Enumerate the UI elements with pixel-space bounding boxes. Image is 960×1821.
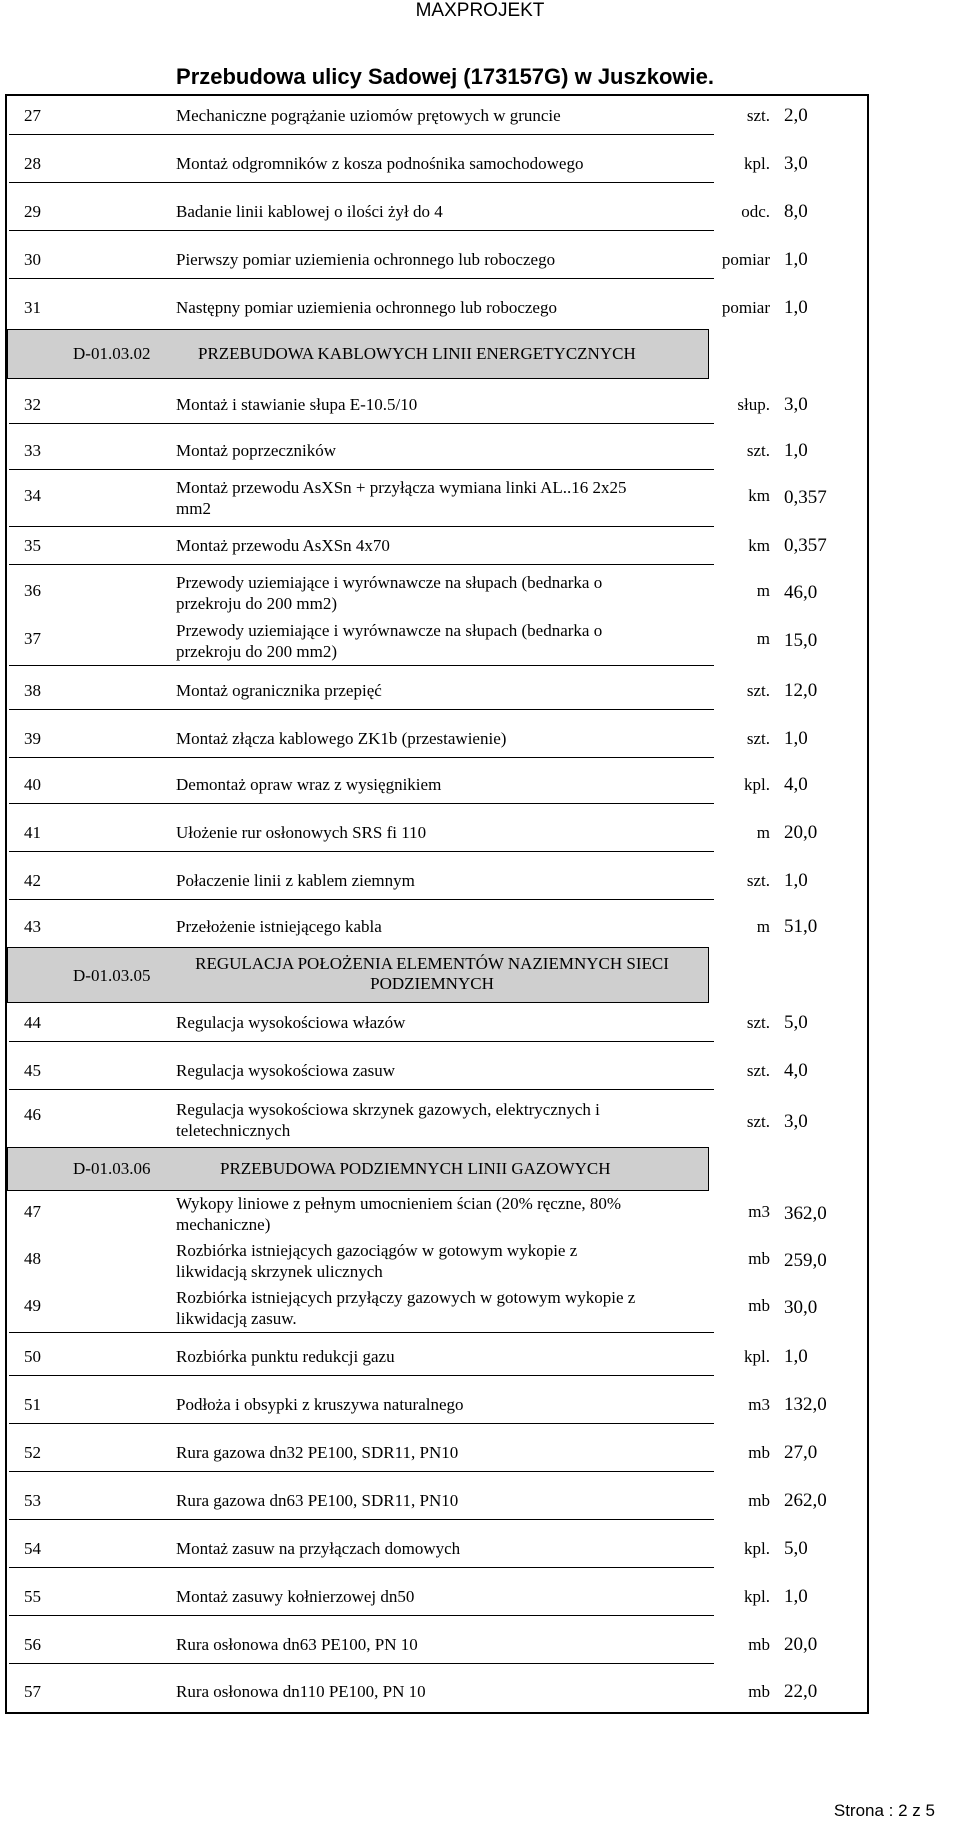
- row-quantity: 0,357: [784, 535, 827, 556]
- table-row: [9, 295, 867, 323]
- row-number: 36: [24, 581, 41, 600]
- row-unit: m: [756, 823, 770, 842]
- row-number: 49: [24, 1296, 41, 1315]
- row-quantity: 3,0: [784, 1111, 808, 1132]
- row-quantity: 4,0: [784, 1060, 808, 1081]
- row-underline: [9, 1471, 714, 1472]
- section-name: PRZEBUDOWA KABLOWYCH LINII ENERGETYCZNYCH: [198, 344, 636, 363]
- row-number: 29: [24, 202, 41, 221]
- table-row: [9, 620, 867, 662]
- row-number: 51: [24, 1395, 41, 1414]
- row-description: [176, 1193, 621, 1235]
- row-quantity: 5,0: [784, 1012, 808, 1033]
- table-row: [9, 1679, 867, 1707]
- row-description: Montaż przewodu AsXSn 4x70: [176, 536, 390, 555]
- row-number: 28: [24, 154, 41, 173]
- table-row: [9, 103, 867, 131]
- row-underline: [9, 1423, 714, 1424]
- row-number: 57: [24, 1682, 41, 1701]
- row-number: 39: [24, 729, 41, 748]
- row-unit: odc.: [741, 202, 770, 221]
- table-row: [9, 1632, 867, 1660]
- row-description-line-1: Rozbiórka istniejących przyłączy gazowych w gotowym wykopie z: [176, 1288, 636, 1307]
- row-number: 34: [24, 486, 41, 505]
- table-row: [9, 678, 867, 706]
- row-description: Pierwszy pomiar uziemienia ochronnego lub roboczego: [176, 250, 556, 269]
- row-description-line-1: Przewody uziemiające i wyrównawcze na słupach (bednarka o: [176, 621, 603, 640]
- section-code: D-01.03.06: [73, 1159, 151, 1178]
- row-number: 56: [24, 1635, 41, 1654]
- row-quantity: 262,0: [784, 1490, 827, 1511]
- table-row: [9, 392, 867, 420]
- row-description-line-1: Regulacja wysokościowa skrzynek gazowych, elektrycznych i: [176, 1100, 600, 1119]
- table-row: [9, 914, 867, 942]
- row-underline: [9, 899, 714, 900]
- row-unit: pomiar: [721, 250, 770, 269]
- row-number: 27: [24, 106, 41, 125]
- row-description: Montaż i stawianie słupa E-10.5/10: [176, 395, 418, 414]
- table-row: [9, 477, 867, 523]
- section-code: D-01.03.05: [73, 966, 151, 985]
- row-underline: [9, 230, 714, 231]
- section-name-line-1: REGULACJA POŁOŻENIA ELEMENTÓW NAZIEMNYCH SIECI: [195, 954, 669, 973]
- row-description: Montaż zasuwy kołnierzowej dn50: [176, 1587, 415, 1606]
- row-underline: [9, 1332, 714, 1333]
- row-quantity: 0,357: [784, 487, 827, 508]
- table-row: [9, 1010, 867, 1038]
- row-underline: [9, 709, 714, 710]
- table-row: [9, 726, 867, 754]
- row-number: 55: [24, 1587, 41, 1606]
- row-quantity: 51,0: [784, 916, 818, 937]
- row-description-line-2: przekroju do 200 mm2): [176, 642, 337, 661]
- table-row: [9, 533, 867, 561]
- row-unit: szt.: [746, 1061, 770, 1080]
- row-unit: kpl.: [744, 775, 770, 794]
- row-unit: km: [748, 486, 770, 505]
- row-number: 45: [24, 1061, 41, 1080]
- row-quantity: 3,0: [784, 153, 808, 174]
- row-quantity: 132,0: [784, 1394, 827, 1415]
- row-description: [176, 1099, 600, 1141]
- row-underline: [9, 134, 714, 135]
- row-quantity: 12,0: [784, 680, 818, 701]
- row-description: [176, 620, 602, 662]
- row-unit: mb: [748, 1491, 770, 1510]
- row-unit: m: [756, 629, 770, 648]
- row-underline: [9, 278, 714, 279]
- row-quantity: 27,0: [784, 1442, 818, 1463]
- row-description: Rura osłonowa dn63 PE100, PN 10: [176, 1635, 418, 1654]
- row-description-line-2: likwidacją skrzynek ulicznych: [176, 1262, 383, 1281]
- row-unit: szt.: [746, 729, 770, 748]
- row-number: 42: [24, 871, 41, 890]
- row-unit: km: [748, 536, 770, 555]
- row-underline: [9, 757, 714, 758]
- row-description: Montaż poprzeczników: [176, 441, 337, 460]
- page-number: Strona : 2 z 5: [833, 1801, 935, 1820]
- row-description-line-2: mm2: [176, 499, 211, 518]
- table-row: [9, 1392, 867, 1420]
- row-number: 37: [24, 629, 41, 648]
- row-unit: słup.: [737, 395, 770, 414]
- row-quantity: 1,0: [784, 1586, 808, 1607]
- row-description-line-2: teletechnicznych: [176, 1121, 291, 1140]
- company-name: MAXPROJEKT: [415, 0, 545, 21]
- row-description: Rura osłonowa dn110 PE100, PN 10: [176, 1682, 426, 1701]
- row-quantity: 15,0: [784, 630, 818, 651]
- row-quantity: 30,0: [784, 1297, 818, 1318]
- row-description-line-2: likwidacją zasuw.: [176, 1309, 297, 1328]
- table-row: [9, 820, 867, 848]
- row-underline: [9, 564, 714, 565]
- row-number: 48: [24, 1249, 41, 1268]
- row-underline: [9, 1615, 714, 1616]
- row-unit: mb: [748, 1296, 770, 1315]
- row-number: 31: [24, 298, 41, 317]
- row-description: [176, 477, 627, 519]
- row-quantity: 1,0: [784, 728, 808, 749]
- row-quantity: 1,0: [784, 297, 808, 318]
- row-unit: m: [756, 917, 770, 936]
- row-quantity: 4,0: [784, 774, 808, 795]
- row-quantity: 20,0: [784, 822, 818, 843]
- row-unit: pomiar: [721, 298, 770, 317]
- table-row: [9, 1058, 867, 1086]
- row-underline: [9, 469, 714, 470]
- row-unit: szt.: [746, 871, 770, 890]
- section-code: D-01.03.02: [73, 344, 151, 363]
- row-number: 50: [24, 1347, 41, 1366]
- row-number: 43: [24, 917, 41, 936]
- row-unit: kpl.: [744, 1539, 770, 1558]
- row-quantity: 1,0: [784, 440, 808, 461]
- row-number: 44: [24, 1013, 41, 1032]
- row-description: Następny pomiar uziemienia ochronnego lub roboczego: [176, 298, 557, 317]
- table-row: [9, 1440, 867, 1468]
- row-unit: m: [756, 581, 770, 600]
- row-quantity: 20,0: [784, 1634, 818, 1655]
- section-name: PRZEBUDOWA PODZIEMNYCH LINII GAZOWYCH: [220, 1159, 611, 1178]
- table-row: [9, 772, 867, 800]
- row-quantity: 8,0: [784, 201, 808, 222]
- row-number: 33: [24, 441, 41, 460]
- row-underline: [9, 1663, 714, 1664]
- row-number: 54: [24, 1539, 41, 1558]
- row-underline: [9, 851, 714, 852]
- table-row: [9, 247, 867, 275]
- table-row: [9, 1584, 867, 1612]
- table-row: [9, 1099, 867, 1141]
- row-number: 40: [24, 775, 41, 794]
- row-unit: szt.: [746, 1112, 770, 1131]
- row-description: Przełożenie istniejącego kabla: [176, 917, 382, 936]
- row-quantity: 259,0: [784, 1250, 827, 1271]
- row-number: 52: [24, 1443, 41, 1462]
- row-description-line-1: Rozbiórka istniejących gazociągów w gotowym wykopie z: [176, 1241, 578, 1260]
- row-description: Badanie linii kablowej o ilości żył do 4: [176, 202, 443, 221]
- row-description: Regulacja wysokościowa włazów: [176, 1013, 406, 1032]
- row-quantity: 1,0: [784, 1346, 808, 1367]
- section-header: [7, 1147, 709, 1191]
- table-row: [9, 1488, 867, 1516]
- row-description: Demontaż opraw wraz z wysięgnikiem: [176, 775, 442, 794]
- row-underline: [9, 803, 714, 804]
- row-description-line-2: przekroju do 200 mm2): [176, 594, 337, 613]
- row-quantity: 1,0: [784, 870, 808, 891]
- row-quantity: 362,0: [784, 1203, 827, 1224]
- table-row: [9, 151, 867, 179]
- row-unit: szt.: [746, 106, 770, 125]
- row-description: Połaczenie linii z kablem ziemnym: [176, 871, 415, 890]
- row-unit: szt.: [746, 441, 770, 460]
- section-header: [7, 947, 709, 1003]
- section-name-line-2: PODZIEMNYCH: [370, 974, 494, 993]
- row-underline: [9, 1519, 714, 1520]
- table-row: [9, 438, 867, 466]
- row-quantity: 1,0: [784, 249, 808, 270]
- row-description: Mechaniczne pogrążanie uziomów prętowych w gruncie: [176, 106, 561, 125]
- section-header: [7, 329, 709, 379]
- row-description: Ułożenie rur osłonowych SRS fi 110: [176, 823, 427, 842]
- row-unit: kpl.: [744, 1347, 770, 1366]
- row-description: [176, 1240, 577, 1282]
- row-description: Rura gazowa dn32 PE100, SDR11, PN10: [176, 1443, 459, 1462]
- row-unit: mb: [748, 1682, 770, 1701]
- row-quantity: 3,0: [784, 394, 808, 415]
- row-underline: [9, 182, 714, 183]
- section-name: [172, 954, 692, 994]
- row-description: Podłoża i obsypki z kruszywa naturalnego: [176, 1395, 464, 1414]
- row-description-line-1: Wykopy liniowe z pełnym umocnieniem ścian (20% ręczne, 80%: [176, 1194, 622, 1213]
- row-underline: [9, 423, 714, 424]
- row-description: Montaż ogranicznika przepięć: [176, 681, 382, 700]
- row-unit: m3: [748, 1395, 770, 1414]
- row-underline: [9, 1041, 714, 1042]
- row-number: 38: [24, 681, 41, 700]
- row-number: 41: [24, 823, 41, 842]
- row-description-line-1: Przewody uziemiające i wyrównawcze na słupach (bednarka o: [176, 573, 603, 592]
- row-underline: [9, 526, 714, 527]
- row-underline: [9, 665, 714, 666]
- row-unit: szt.: [746, 1013, 770, 1032]
- row-number: 32: [24, 395, 41, 414]
- table-row: [9, 1344, 867, 1372]
- row-unit: kpl.: [744, 154, 770, 173]
- row-description-line-2: mechaniczne): [176, 1215, 271, 1234]
- row-quantity: 22,0: [784, 1681, 818, 1702]
- row-unit: kpl.: [744, 1587, 770, 1606]
- row-number: 35: [24, 536, 41, 555]
- row-underline: [9, 1375, 714, 1376]
- row-quantity: 46,0: [784, 582, 818, 603]
- row-description: [176, 572, 602, 614]
- row-quantity: 2,0: [784, 105, 808, 126]
- row-description: Regulacja wysokościowa zasuw: [176, 1061, 396, 1080]
- row-unit: szt.: [746, 681, 770, 700]
- table-row: [9, 1287, 867, 1329]
- row-description: Montaż złącza kablowego ZK1b (przestawienie): [176, 729, 507, 748]
- row-underline: [9, 1089, 714, 1090]
- table-row: [9, 868, 867, 896]
- row-unit: mb: [748, 1249, 770, 1268]
- row-number: 47: [24, 1202, 41, 1221]
- row-description: [176, 1287, 635, 1329]
- row-quantity: 5,0: [784, 1538, 808, 1559]
- row-description-line-1: Montaż przewodu AsXSn + przyłącza wymiana linki AL..16 2x25: [176, 478, 627, 497]
- row-number: 30: [24, 250, 41, 269]
- row-unit: m3: [748, 1202, 770, 1221]
- row-number: 53: [24, 1491, 41, 1510]
- row-description: Rozbiórka punktu redukcji gazu: [176, 1347, 395, 1366]
- document-title: Przebudowa ulicy Sadowej (173157G) w Juszkowie.: [176, 64, 714, 89]
- table-row: [9, 1240, 867, 1282]
- table-row: [9, 1193, 867, 1235]
- row-description: Montaż odgromników z kosza podnośnika samochodowego: [176, 154, 584, 173]
- row-description: Rura gazowa dn63 PE100, SDR11, PN10: [176, 1491, 459, 1510]
- table-row: [9, 572, 867, 614]
- row-number: 46: [24, 1105, 41, 1124]
- table-row: [9, 199, 867, 227]
- row-unit: mb: [748, 1635, 770, 1654]
- table-row: [9, 1536, 867, 1564]
- row-underline: [9, 1567, 714, 1568]
- row-unit: mb: [748, 1443, 770, 1462]
- row-description: Montaż zasuw na przyłączach domowych: [176, 1539, 461, 1558]
